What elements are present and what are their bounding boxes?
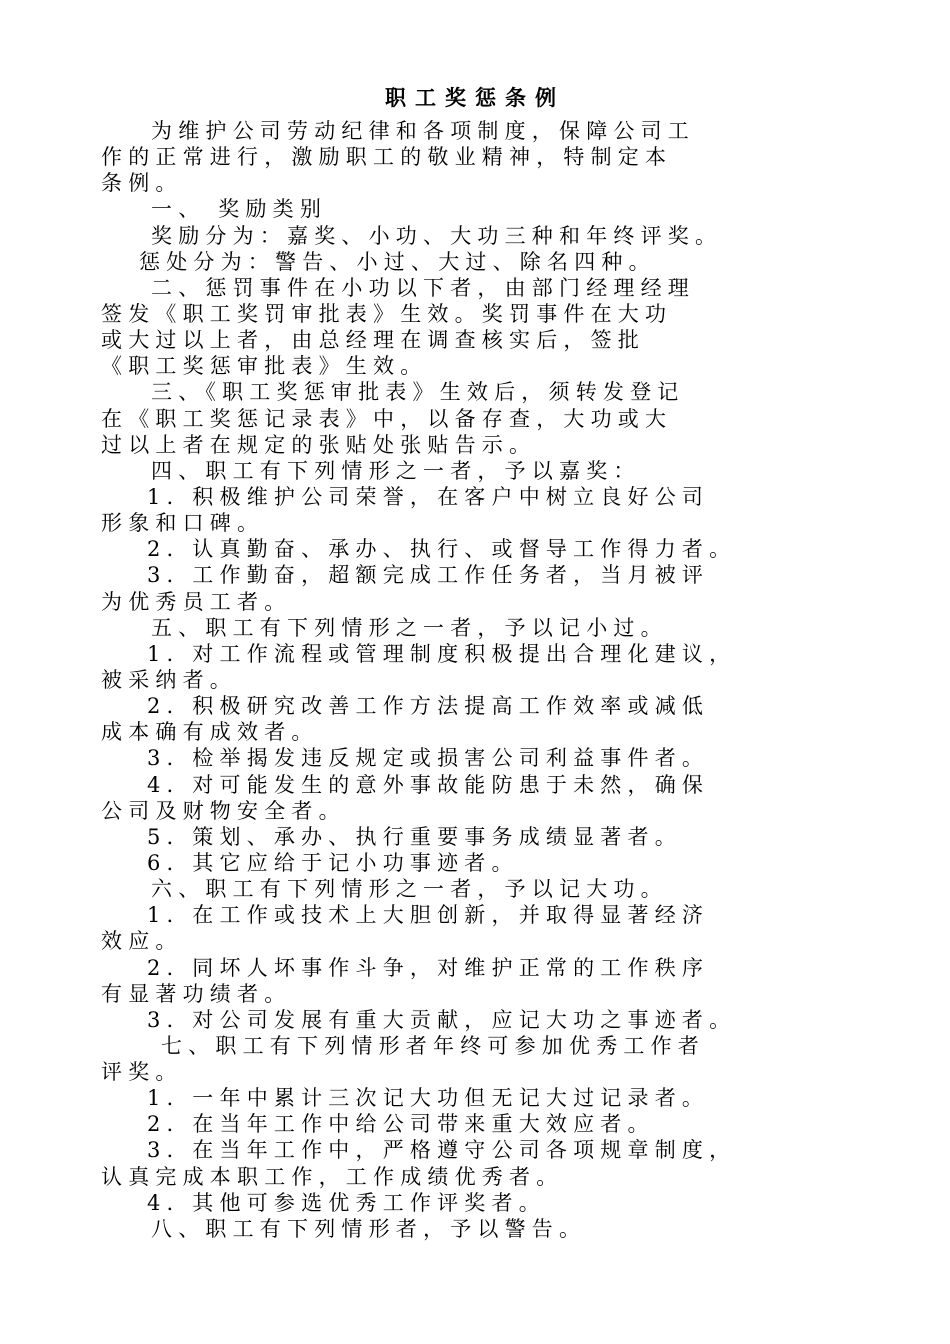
document-line: 3. 检举揭发违反规定或损害公司利益事件者。	[147, 746, 710, 771]
document-line: 惩处分为：警告、小过、大过、除名四种。	[139, 249, 656, 274]
document-line: 六、职工有下列情形之一者，予以记大功。	[151, 877, 668, 902]
document-line: 为维护公司劳动纪律和各项制度，保障公司工	[151, 119, 695, 143]
document-line: 四、职工有下列情形之一者，予以嘉奖：	[151, 458, 641, 483]
document-line: 3. 工作勤奋，超额完成工作任务者，当月被评	[147, 563, 710, 588]
document-line: 1. 在工作或技术上大胆创新，并取得显著经济	[147, 903, 710, 928]
document-title: 职工奖惩条例	[385, 85, 565, 110]
document-line: 4. 对可能发生的意外事故能防患于未然，确保	[147, 772, 710, 797]
document-line: 2. 认真勤奋、承办、执行、或督导工作得力者。	[147, 537, 737, 562]
document-line: 三、《职工奖惩审批表》生效后，须转发登记	[151, 380, 685, 405]
document-line: 作的正常进行，激励职工的敬业精神，特制定本	[101, 145, 673, 170]
document-line: 2. 同坏人坏事作斗争，对维护正常的工作秩序	[147, 955, 710, 980]
document-line: 成本确有成效者。	[101, 720, 319, 745]
document-line: 有显著功绩者。	[101, 981, 292, 1006]
document-line: 过以上者在规定的张贴处张贴告示。	[101, 432, 537, 457]
document-line: 五、职工有下列情形之一者，予以记小过。	[151, 615, 668, 640]
document-line: 3. 对公司发展有重大贡献，应记大功之事迹者。	[147, 1007, 737, 1032]
document-line: 1. 一年中累计三次记大功但无记大过记录者。	[147, 1086, 710, 1111]
document-line: 奖励分为：嘉奖、小功、大功三种和年终评奖。	[151, 223, 723, 248]
document-line: 二、惩罚事件在小功以下者，由部门经理经理	[151, 275, 695, 300]
document-line: 效应。	[101, 929, 183, 954]
document-line: 一、 奖励类别	[151, 197, 328, 222]
document-line: 公司及财物安全者。	[101, 798, 346, 823]
document-line: 5. 策划、承办、执行重要事务成绩显著者。	[147, 824, 682, 849]
document-line: 八、职工有下列情形者，予以警告。	[151, 1216, 587, 1241]
document-line: 在《职工奖惩记录表》中，以备存查，大功或大	[101, 406, 673, 431]
document-body	[101, 118, 881, 1242]
document-line: 为优秀员工者。	[101, 589, 292, 614]
document-line: 认真完成本职工作，工作成绩优秀者。	[101, 1164, 564, 1189]
document-line: 2. 在当年工作中给公司带来重大效应者。	[147, 1112, 655, 1137]
document-line: 签发《职工奖罚审批表》生效。奖罚事件在大功	[101, 301, 673, 326]
document-line: 6. 其它应给于记小功事迹者。	[147, 850, 519, 875]
document-line: 《职工奖惩审批表》生效。	[101, 354, 428, 379]
document-line: 3. 在当年工作中，严格遵守公司各项规章制度，	[147, 1138, 737, 1163]
document-line: 七、职工有下列情形者年终可参加优秀工作者	[161, 1033, 705, 1058]
document-line: 4. 其他可参选优秀工作评奖者。	[147, 1190, 546, 1215]
document-line: 形象和口碑。	[101, 511, 265, 536]
document-line: 条例。	[101, 171, 183, 196]
document-line: 被采纳者。	[101, 667, 237, 692]
document-line: 1. 对工作流程或管理制度积极提出合理化建议，	[147, 641, 737, 666]
document-line: 2. 积极研究改善工作方法提高工作效率或减低	[147, 694, 710, 719]
document-line: 或大过以上者，由总经理在调查核实后，签批	[101, 328, 645, 353]
document-line: 评奖。	[101, 1060, 183, 1085]
document-line: 1. 积极维护公司荣誉，在客户中树立良好公司	[147, 484, 710, 509]
